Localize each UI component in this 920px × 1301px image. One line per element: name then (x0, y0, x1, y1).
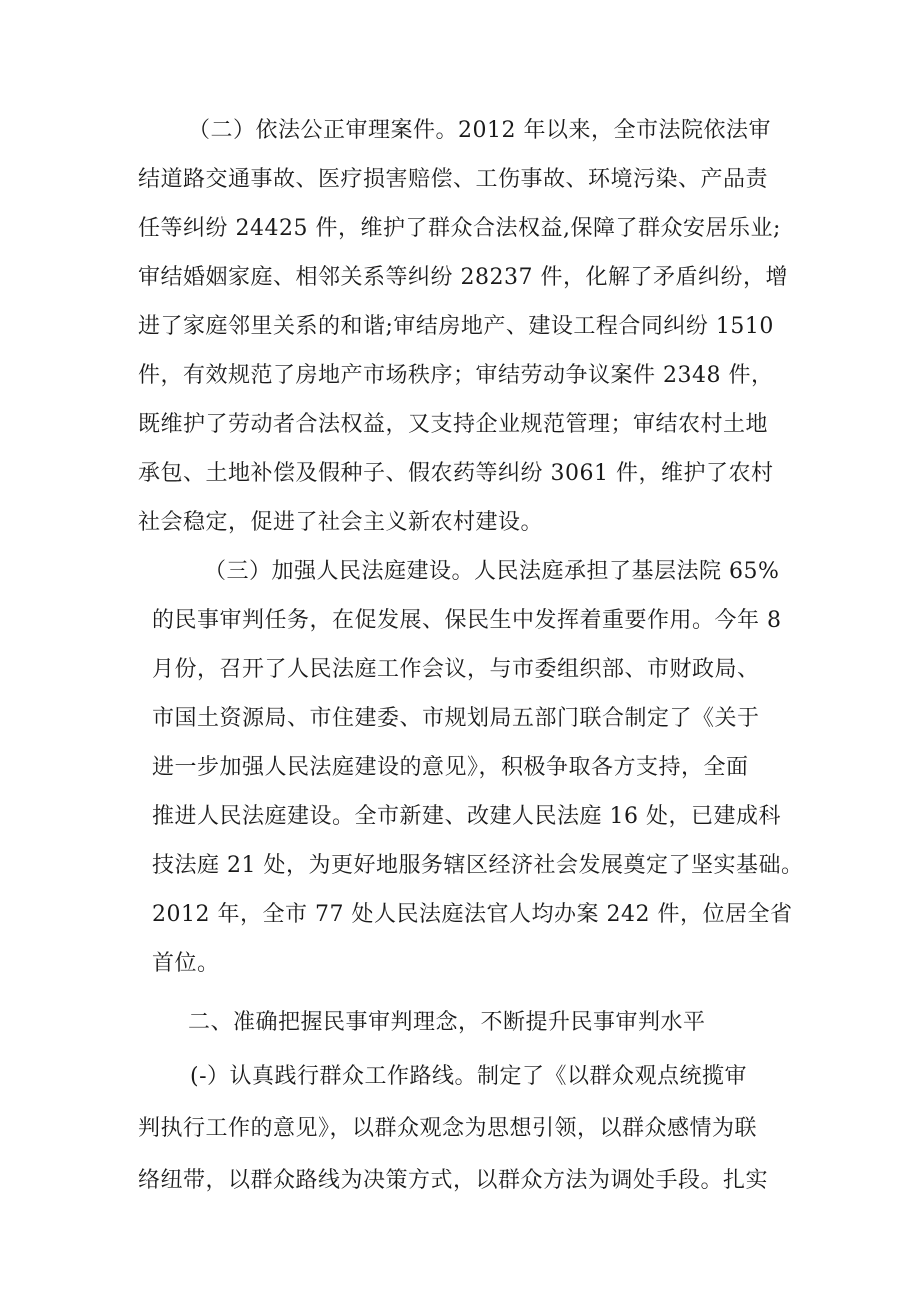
text-line: 推进人民法庭建设。全市新建、改建人民法庭 16 处，已建成科 (152, 804, 781, 829)
text-line: 结道路交通事故、医疗损害赔偿、工伤事故、环境污染、产品责 (138, 167, 769, 192)
text-line: 判执行工作的意见》，以群众观念为思想引领，以群众感情为联 (138, 1116, 758, 1141)
text-line: (-）认真践行群众工作路线。制定了《以群众观点统揽审 (190, 1064, 748, 1089)
text-line: （二）依法公正审理案件。2012 年以来，全市法院依法审 (188, 118, 771, 143)
text-line: 的民事审判任务，在促发展、保民生中发挥着重要作用。今年 8 (152, 608, 782, 633)
text-line: 市国土资源局、市住建委、市规划局五部门联合制定了《关于 (152, 706, 760, 731)
text-line: 月份，召开了人民法庭工作会议，与市委组织部、市财政局、 (152, 657, 760, 682)
text-line: 络纽带，以群众路线为决策方式，以群众方法为调处手段。扎实 (138, 1168, 769, 1193)
text-line: 既维护了劳动者合法权益，又支持企业规范管理；审结农村土地 (138, 412, 769, 437)
text-line: 首位。 (152, 951, 220, 976)
text-line: 进了家庭邻里关系的和谐;审结房地产、建设工程合同纠纷 1510 (138, 314, 774, 339)
text-line: 2012 年，全市 77 处人民法庭法官人均办案 242 件，位居全省 (152, 902, 793, 927)
text-line: 件，有效规范了房地产市场秩序；审结劳动争议案件 2348 件， (138, 363, 774, 388)
text-line: 进一步加强人民法庭建设的意见》，积极争取各方支持，全面 (152, 755, 749, 780)
text-line: 技法庭 21 处，为更好地服务辖区经济社会发展奠定了坚实基础。 (152, 853, 804, 878)
text-line: 审结婚姻家庭、相邻关系等纠纷 28237 件，化解了矛盾纠纷，增 (138, 265, 788, 290)
text-line: 任等纠纷 24425 件，维护了群众合法权益,保障了群众安居乐业; (138, 216, 781, 241)
text-line: 社会稳定，促进了社会主义新农村建设。 (138, 510, 544, 535)
text-line: （三）加强人民法庭建设。人民法庭承担了基层法院 65% (204, 559, 780, 584)
section-heading: 二、准确把握民事审判理念，不断提升民事审判水平 (188, 1010, 706, 1035)
text-line: 承包、土地补偿及假种子、假农药等纠纷 3061 件，维护了农村 (138, 461, 774, 486)
